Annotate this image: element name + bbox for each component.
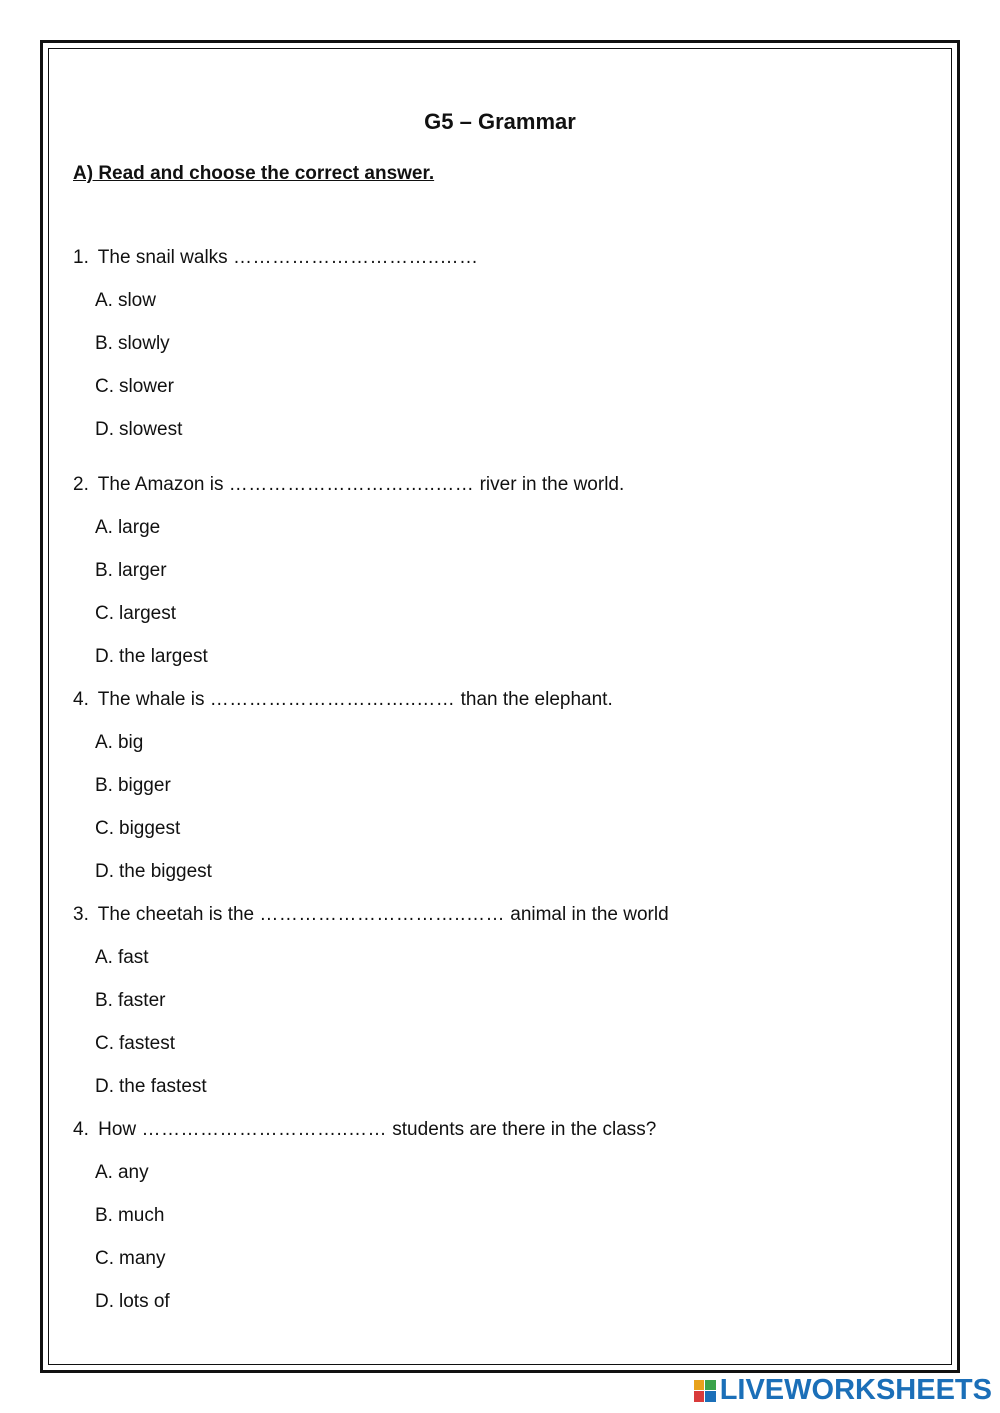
- answer-option[interactable]: [73, 558, 927, 584]
- question-number: 3.: [73, 904, 89, 925]
- option-letter: D.: [95, 1076, 114, 1097]
- option-letter: D.: [95, 861, 114, 882]
- answer-blank[interactable]: …………………………..……: [209, 689, 456, 710]
- logo-tile: [705, 1391, 716, 1402]
- worksheet-outer-border: [40, 40, 960, 1373]
- answer-blank[interactable]: …………………………..……: [232, 247, 479, 268]
- option-text: any: [117, 1162, 149, 1183]
- option-text: slowly: [117, 333, 170, 354]
- question-text-before: The snail walks: [97, 247, 228, 268]
- option-text: largest: [119, 603, 177, 624]
- worksheet-title: G5 – Grammar: [424, 109, 576, 134]
- answer-option[interactable]: [73, 417, 927, 443]
- answer-option[interactable]: [73, 945, 927, 971]
- option-letter: D.: [95, 419, 114, 440]
- question-text-before: The cheetah is the: [97, 904, 255, 925]
- answer-option[interactable]: [73, 773, 927, 799]
- option-letter: B.: [95, 1205, 113, 1226]
- answer-option[interactable]: [73, 730, 927, 756]
- answer-option[interactable]: [73, 601, 927, 627]
- answer-option[interactable]: [73, 374, 927, 400]
- option-letter: C.: [95, 376, 114, 397]
- question-3: [73, 687, 927, 885]
- option-letter: C.: [95, 603, 114, 624]
- logo-tile: [694, 1391, 705, 1402]
- option-text: larger: [117, 560, 167, 581]
- question-prompt: [73, 902, 927, 928]
- option-text: lots of: [119, 1291, 170, 1312]
- logo-tile: [694, 1380, 705, 1391]
- option-text: large: [117, 517, 161, 538]
- answer-option[interactable]: [73, 1246, 927, 1272]
- answer-option[interactable]: [73, 1203, 927, 1229]
- question-prompt: [73, 472, 927, 498]
- answer-option[interactable]: [73, 816, 927, 842]
- option-text: slowest: [119, 419, 183, 440]
- question-prompt: [73, 687, 927, 713]
- option-text: fast: [117, 947, 149, 968]
- option-text: the largest: [119, 646, 208, 667]
- question-2: [73, 472, 927, 670]
- option-text: bigger: [117, 775, 171, 796]
- option-text: faster: [117, 990, 166, 1011]
- answer-option[interactable]: [73, 1289, 927, 1315]
- liveworksheets-logo-icon: [694, 1380, 716, 1402]
- question-text-after: animal in the world: [510, 904, 669, 925]
- option-text: slower: [119, 376, 174, 397]
- option-letter: B.: [95, 990, 113, 1011]
- option-letter: A.: [95, 517, 113, 538]
- question-prompt: [73, 245, 927, 271]
- question-spacer: [73, 460, 927, 472]
- option-letter: A.: [95, 947, 113, 968]
- option-letter: D.: [95, 1291, 114, 1312]
- question-text-before: The whale is: [97, 689, 205, 710]
- section-heading: A) Read and choose the correct answer.: [73, 163, 435, 184]
- option-text: big: [117, 732, 144, 753]
- answer-option[interactable]: [73, 1074, 927, 1100]
- question-number: 1.: [73, 247, 89, 268]
- option-text: many: [119, 1248, 166, 1269]
- answer-option[interactable]: [73, 988, 927, 1014]
- option-text: slow: [117, 290, 156, 311]
- question-text-before: How: [98, 1119, 137, 1140]
- answer-option[interactable]: [73, 1160, 927, 1186]
- option-letter: C.: [95, 1033, 114, 1054]
- answer-option[interactable]: [73, 859, 927, 885]
- question-text-after: than the elephant.: [460, 689, 613, 710]
- option-letter: C.: [95, 818, 114, 839]
- question-number: 2.: [73, 474, 89, 495]
- question-number: 4.: [73, 1119, 89, 1140]
- option-text: biggest: [119, 818, 181, 839]
- question-prompt: [73, 1117, 927, 1143]
- answer-option[interactable]: [73, 644, 927, 670]
- option-letter: B.: [95, 560, 113, 581]
- question-number: 4.: [73, 689, 89, 710]
- liveworksheets-logo[interactable]: [694, 1374, 992, 1407]
- worksheet-inner-border: [48, 48, 952, 1365]
- question-5: [73, 1117, 927, 1315]
- option-letter: B.: [95, 775, 113, 796]
- option-letter: B.: [95, 333, 113, 354]
- option-text: much: [117, 1205, 165, 1226]
- logo-tile: [705, 1380, 716, 1391]
- question-text-after: river in the world.: [479, 474, 625, 495]
- liveworksheets-brand-text: LIVEWORKSHEETS: [719, 1374, 992, 1406]
- question-text-before: The Amazon is: [97, 474, 224, 495]
- option-letter: D.: [95, 646, 114, 667]
- question-4: [73, 902, 927, 1100]
- option-text: the biggest: [119, 861, 212, 882]
- question-text-after: students are there in the class?: [392, 1119, 657, 1140]
- option-letter: A.: [95, 732, 113, 753]
- answer-option[interactable]: [73, 288, 927, 314]
- answer-blank[interactable]: …………………………..……: [259, 904, 505, 925]
- question-1: [73, 245, 927, 472]
- answer-blank[interactable]: …………………………..……: [141, 1119, 387, 1140]
- option-text: fastest: [119, 1033, 175, 1054]
- answer-option[interactable]: [73, 515, 927, 541]
- option-text: the fastest: [119, 1076, 207, 1097]
- answer-blank[interactable]: …………………………..……: [228, 474, 475, 495]
- option-letter: C.: [95, 1248, 114, 1269]
- answer-option[interactable]: [73, 331, 927, 357]
- option-letter: A.: [95, 1162, 113, 1183]
- question-list: [73, 245, 927, 1332]
- option-letter: A.: [95, 290, 113, 311]
- answer-option[interactable]: [73, 1031, 927, 1057]
